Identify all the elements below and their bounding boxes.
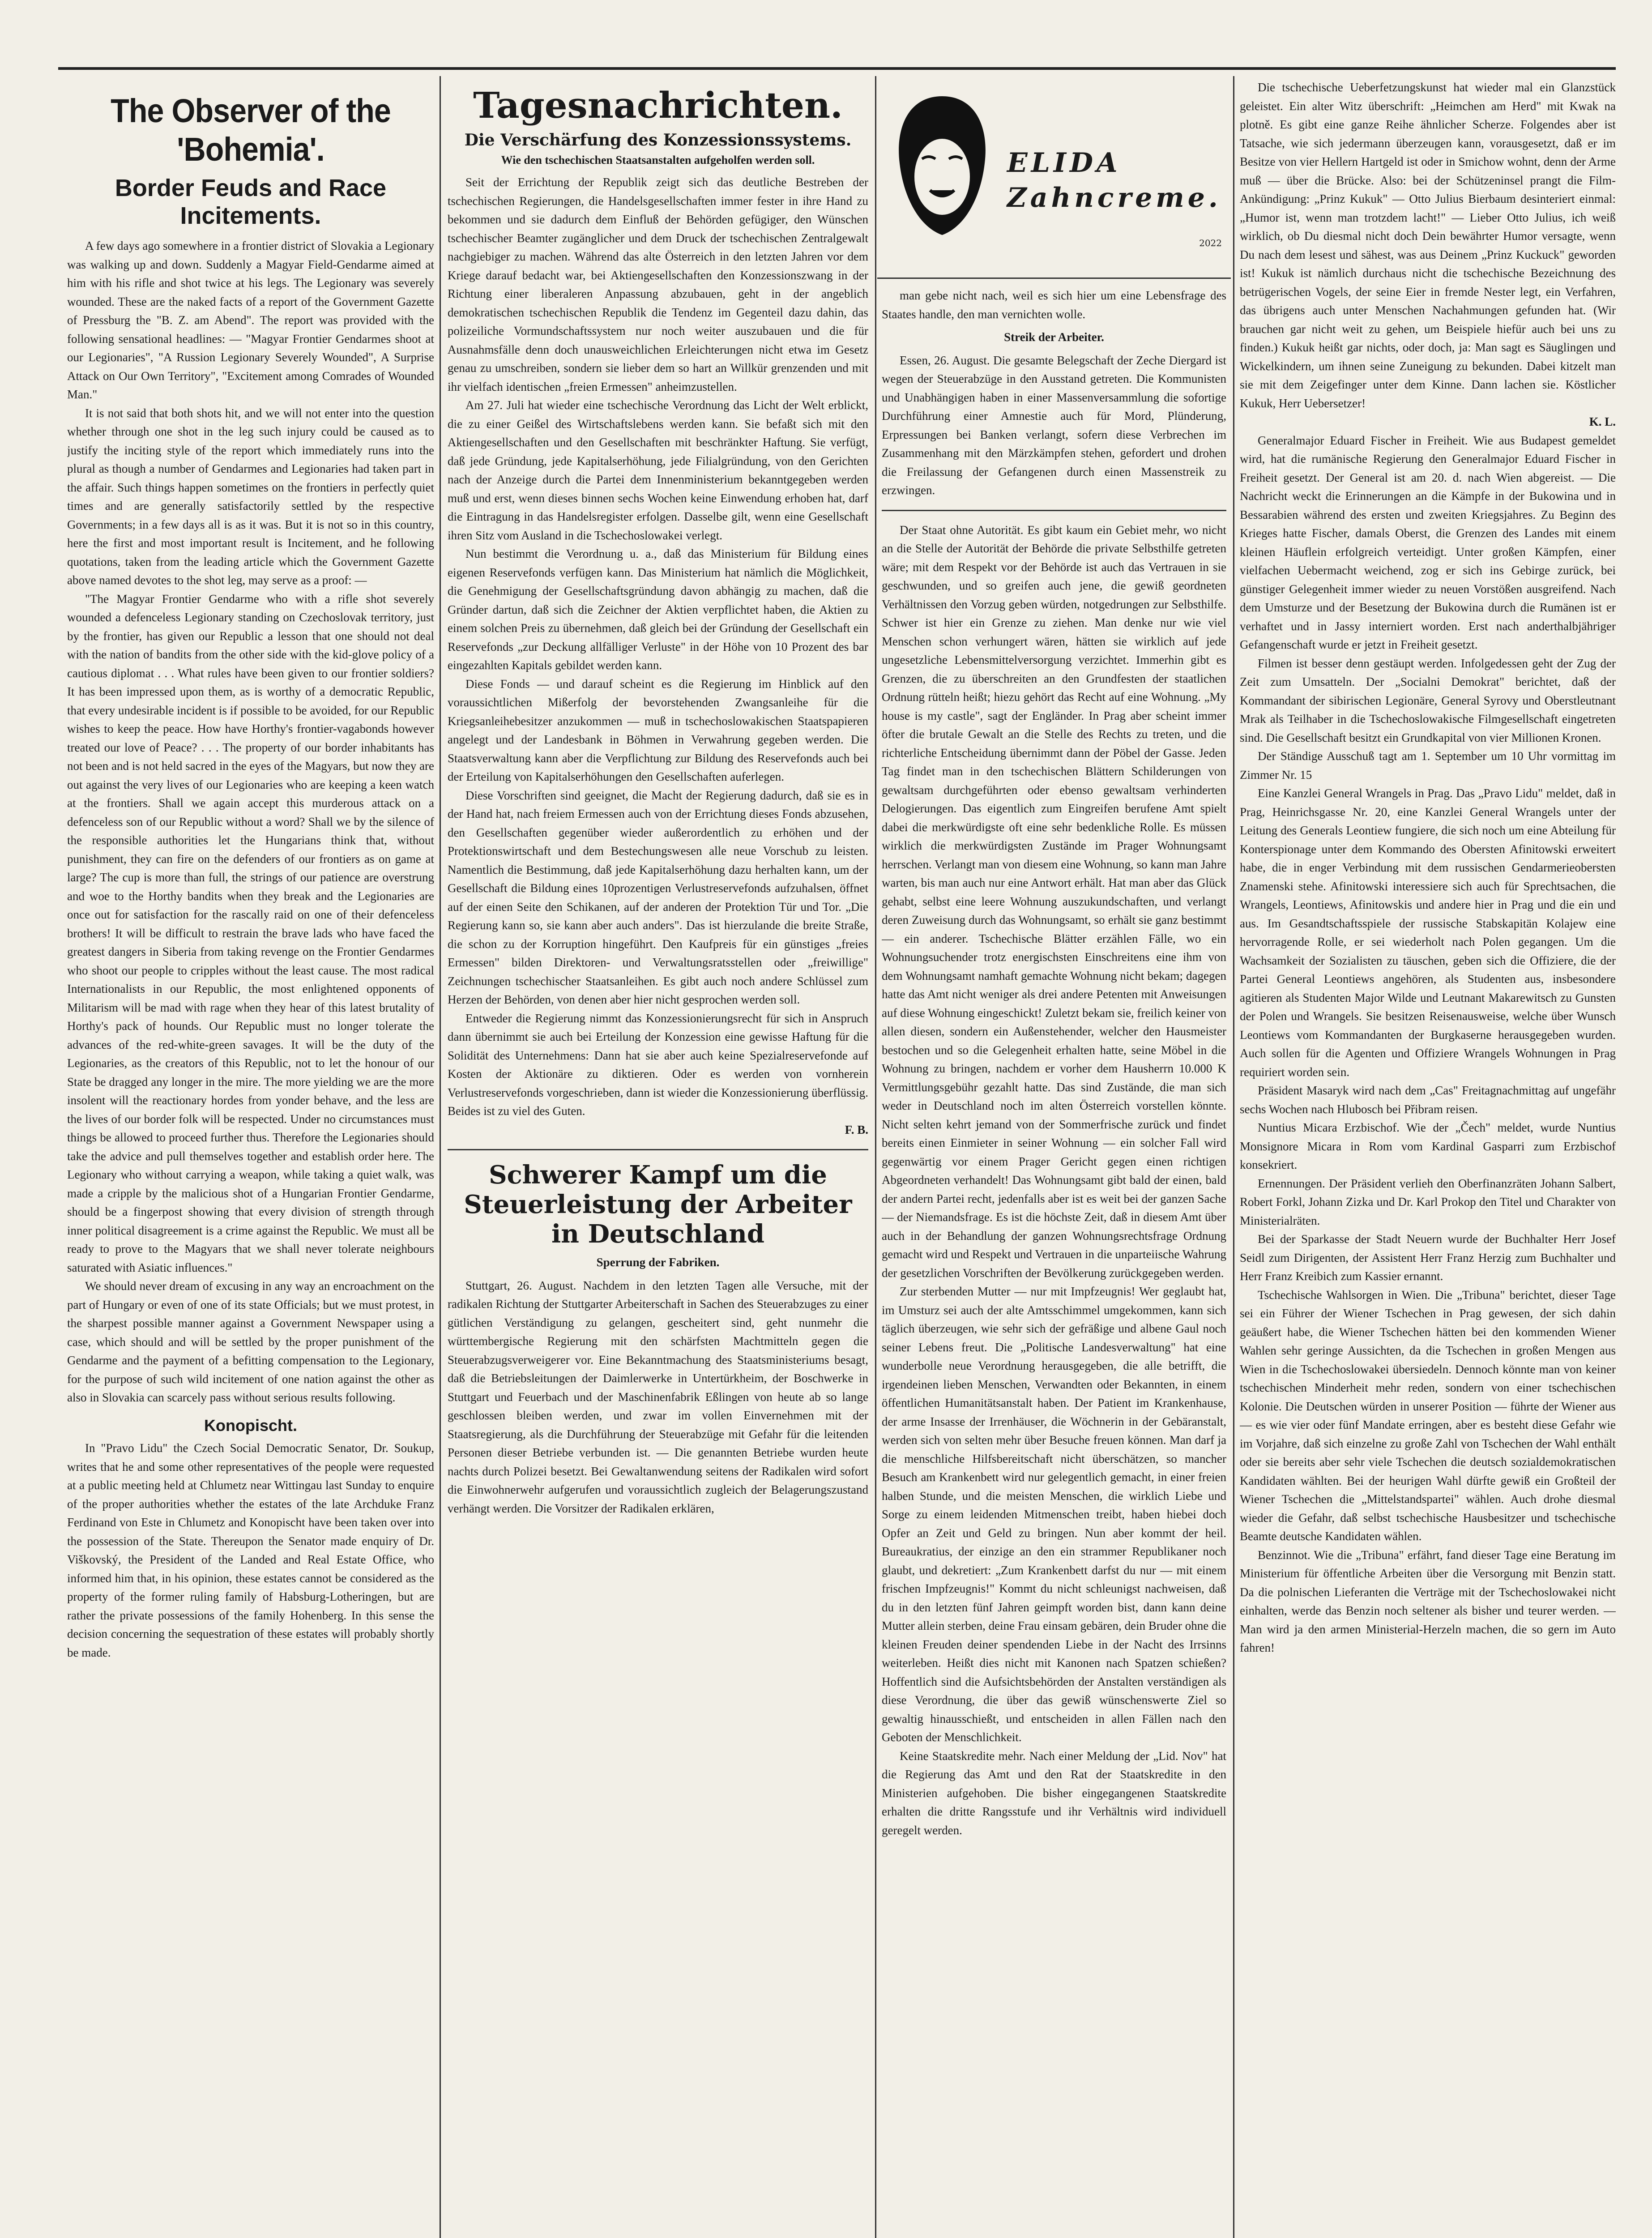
article-paragraph: In "Pravo Lidu" the Czech Social Democratic Senator, Dr. Soukup, writes that he and some other representatives of the people were requested at a public meeting held at Chlumetz near Wittingau last Sunday to enquire of the proper authorities whether the estates of the late Archduke Franz Ferdinand von Este in Chlumetz and Konopischt have been taken over into the possession of the State. Thereupon the Senator made enquiry of Dr. Viškovský, the President of the Landed and Real Estate Office, who informed him that, in his opinion, these estates cannot be considered as the property of the former ruling family of Habsburg-Lotheringen, but are rather the private possessions of the family Hohenberg. In this sense the decision concerning the sequestration of these estates will probably shortly be made.	[67, 1441, 434, 1659]
signature: F. B.	[845, 1123, 868, 1136]
article-subhead: Streik der Arbeiter.	[1004, 330, 1104, 344]
article-paragraph: Seit der Errichtung der Republik zeigt sich das deutliche Bestreben der tschechischen Regierungen, die Handelsgesellschaften immer fester in ihre Hand zu bekommen und sie dadurch dem Einfluß der Behörden gefügiger, den Wünschen tschechischer Beamter zugänglicher und dem Druck der tschechischen Zentralgewalt nachgiebiger zu machen. Während das alte Österreich in den letzten Jahren vor dem Kriege darauf bedacht war, bei Aktiengesellschaften den Konzessionszwang in der Richtung einer liberaleren Anpassung abzubauen, geht in der angeblich demokratischen tschechischen Republik die Tendenz im Gegenteil dazu dahin, das polizeiliche Vormundschaftssystem nur noch weiter auszubauen und die für Ausnahmsfälle denn doch unausweichlichen Erleichterungen nicht etwa im Gesetz genau zu umschreiben, sondern sie lieber dem so hart an Willkür grenzenden und mit ihr vielfach identischen „freien Ermessen" anheimzustellen.	[448, 175, 868, 393]
konopischt-heading: Konopischt.	[204, 1416, 297, 1435]
article-paragraph: Filmen ist besser denn gestäupt werden. Infolgedessen geht der Zug der Zeit zum Umsatteln. Der „Socialni Demokrat" berichtet, daß der Kommandant der sibirischen Legionäre, General Syrovy und Oberstleutnant Mrak als Teilhaber in die Tschechoslowakische Filmgesellschaft eingetreten sind. Die Gesellschaft besitzt ein Grundkapital von vier Millionen Kronen.	[1240, 656, 1616, 744]
article-paragraph: Zur sterbenden Mutter — nur mit Impfzeugnis! Wer geglaubt hat, im Umsturz sei auch der alte Amtsschimmel umgekommen, kann sich täglich überzeugen, wie sehr sich der gefräßige und albene Gaul noch seiner Lebens freut. Die „Politische Landesverwaltung" hat eine wunderbolle neue Verordnung herausgegeben, die alle betrifft, die irgendeinen lieben Menschen, Verwandten oder Bekannten, in einem öffentlichen Humanitätsanstalt haben. Der Patient im Krankenhause, der arme Insasse der Irrenhäuser, die Wöchnerin in der Gebäranstalt, werden sich von selten mehr über Besuche freuen können. Man darf ja die menschliche Hilfsbereitschaft nicht überschätzen, so mancher Besuch am Krankenbett wird nur gelegentlich gemacht, in einer freien halben Stunde, und die meisten Menschen, die wirklich Liebe und Sorge zu einem leidenden Mitmenschen treibt, haben hiebei doch Opfer an Zeit und Geld zu bringen. Nun aber kommt der heil. Bureaukratius, der einzige an den ein strammer Republikaner noch glaubt, und dekretiert: „Zum Krankenbett darfst du nur — mit einem frischen Impfzeugnis!" Kommt du nicht schleunigst nachweisen, daß du in den letzten fünf Jahren geimpft worden bist, dann kann deine Mutter allein sterben, deine Frau einsam gebären, dein Bruder ohne die kleinen Freuden deiner spendenden Liebe in der Nacht des Irrsinns weiterleben. Heißt dies nicht mit Kanonen nach Spatzen schießen? Hoffentlich sind die Aufsichtsbehörden der Anstalten verständigen als diese Verordnung, die über das gewiß wünschenswerte Ziel so gewaltig hinausschießt, und entscheiden in allen Fällen nach den Geboten der Menschlichkeit.	[882, 1285, 1226, 1744]
article-headline: Border Feuds and Race Incitements.	[115, 175, 387, 229]
article-paragraph: Diese Fonds — und darauf scheint es die Regierung im Hinblick auf den voraussichtlichen Mißerfolg der bevorstehenden Zwangsanleihe für die Kriegsanleihebesitzer anzukommen — muß in tschechoslowakischen Staatspapieren angelegt und der Landesbank in Böhmen in Verwahrung gegeben werden. Die Staatsverwaltung kann aber die Verpflichtung zur Bildung des Reservefonds auch bei der Erteilung von Kapitalserhöhungen den Gesellschaften auferlegen.	[448, 677, 868, 783]
ad-rule	[877, 278, 1231, 279]
top-rule	[58, 67, 1616, 70]
column-rule	[440, 76, 441, 2238]
column-rule	[1233, 76, 1234, 2238]
elida-advertisement	[886, 83, 1226, 271]
article-paragraph: Nuntius Micara Erzbischof. Wie der „Čech" meldet, wurde Nuntius Monsignore Micara in Rom vom Kardinal Gasparri zum Erzbischof konsekriert.	[1240, 1121, 1616, 1171]
article-paragraph: Tschechische Wahlsorgen in Wien. Die „Tribuna" berichtet, dieser Tage sei ein Führer der Wiener Tschechen in Prag gewesen, der sich dahin geäußert habe, die Wiener Tschechen hätten bei den kommenden Wiener Wahlen sehr geringe Aussichten, da die Tschechen in großen Mengen aus Wien in die Tschechoslowakei übersiedeln. Dennoch könnte man von keiner tschechischen Minderheit mehr reden, sondern von einer tschechischen Kolonie. Die Deutschen würden in unserer Position — führte der Wiener aus — es wie vier oder fünf Mandate erringen, aber es besteht diese Gefahr wie im Vorjahre, daß sich einzelne zu große Zahl von Tschechen der Wahl enthält oder sie bereits aber sehr viele Tschechen die deutsch sozialdemokratischen Kandidaten wählten. Bei der heurigen Wahl dürfte gewiß ein Großteil der Wiener Tschechen die „Mittelstandspartei" wählen. Auch drohe diesmal wieder die Gefahr, daß selbst tschechische Hausbesitzer und tschechische Beamte deutsche Kandidaten wählen.	[1240, 1288, 1616, 1543]
article-subhead: Wie den tschechischen Staatsanstalten aufgeholfen werden soll.	[501, 154, 815, 167]
woman-silhouette-logo	[891, 92, 994, 239]
article-headline: Die Verschärfung des Konzessionssystems.	[464, 131, 852, 149]
article-paragraph: It is not said that both shots hit, and we will not enter into the question whether through one shot in the leg such injury could be caused as to justify the inciting style of the report which immediately runs into the plural as though a number of Gendarmes and Legionaries had taken part in the affair. Such things happen sometimes on the frontiers in perfectly quiet times and are generally satisfactorily settled by the respective Governments; in a few days all is as it was. But it is not so in this country, here the first and most important result is Incitement, and he following quotations, taken from the leading article which the Government Gazette above named devotes to the shot leg, may serve as a proof: —	[67, 406, 434, 587]
section-masthead: Tagesnachrichten.	[473, 84, 843, 126]
column-rule	[875, 76, 876, 2238]
article-paragraph: Stuttgart, 26. August. Nachdem in den letzten Tagen alle Versuche, mit der radikalen Richtung der Stuttgarter Arbeiterschaft in Sachen des Steuerabzuges zu einer gütlichen Verständigung zu gelangen, gescheitert sind, geht nunmehr die württembergische Regierung mit den schärfsten Machtmitteln gegen die Steuerabzugsverweigerer vor. Eine Bekanntmachung des Staatsministeriums besagt, daß die Betriebsleitungen der Daimlerwerke in Untertürkheim, der Boschwerke in Stuttgart und Feuerbach und der Maschinenfabrik Eßlingen von heute ab so lange geschlossen bleiben werden, und zwar im vollen Einvernehmen mit der Staatsregierung, als die Durchführung der Steuerabzüge mit Gefahr für die leitenden Personen dieser Betriebe verbunden ist. — Die genannten Betriebe wurden heute nachts durch Polizei besetzt. Bei Gewaltanwendung seitens der Radikalen wird sofort die Einwohnerwehr aufgerufen und voraussichtlich zugleich der Belagerungszustand verhängt werden. Die Vorsitzer der Radikalen erklären,	[448, 1278, 868, 1515]
article-paragraph: "The Magyar Frontier Gendarme who with a rifle shot severely wounded a defenceless Legionary standing on Czechoslovak territory, just by the frontier, has given our Republic a lesson that one should not deal with the nation of bandits from the other side with the kid-glove policy of a cautious diplomat . . . What rules have been given to our frontier soldiers? It has been impressed upon them, as is worthy of a democratic Republic, that every undesirable incident is if possible to be avoided, for our Republic wishes to keep the peace. How have Horthy's frontier-vagabonds however treated our love of Peace? . . . The property of our border inhabitants has not been and is not held sacred in the eyes of the Magyars, but now they are out against the very lives of our Legionaries who are keeping a keen watch at the frontiers. Shall we again accept this murderous attack on a defenceless son of our Republic without a word? Shall we by the silence of the responsible authorities let the Hungarians think that, without punishment, they can fire on the defenders of our frontiers as on game at large? The cup is more than full, the strings of our patience are overstrung and woe to the Horthy bandits when they break and the Legionaries are once out for satisfaction for the rascally raid on one of their defenceless brothers! It will be difficult to restrain the brave lads who have faced the greatest dangers in Siberia from taking revenge on the Frontier Gendarmes who shoot our people to cripples without the least cause. The most radical Internationalists in our Republic, the most enlightened opponents of Militarism will be mad with rage when they hear of this latest brutality of Horthy's pack of hounds. Our Republic must no longer tolerate the advances of the red-white-green savages. It will be the duty of the Legionaries, as the creators of this Republic, not to let the honour of our State be dragged any longer in the mire. The more yielding we are the more insolent will the reactionary hordes from yonder behave, and the less are the lives of our border folk will be respected. Under no circumstances must things be allowed to proceed further thus. Therefore the Legionaries should take the advice and pull themselves together and establish order here. The Legionary who without carrying a weapon, while taking a quiet walk, was made a cripple by the malicious shot of a Hungarian Frontier Gendarme, should be a fingerpost showing that every division of strength through inner political disagreement is a crime against the Republic. We must all be ready to prove to the Magyars that we shall never tolerate neighbours saturated with Asiatic influences."	[67, 592, 434, 1274]
article-paragraph: Ernennungen. Der Präsident verlieh den Oberfinanzräten Johann Salbert, Robert Forkl, Johann Zizka und Dr. Karl Prokop den Titel und Charakter von Ministerialräten.	[1240, 1176, 1616, 1227]
article-paragraph: We should never dream of excusing in any way an encroachment on the part of Hungary or even of one of its state Officials; but we must protest, in the sharpest possible manner against a Government Newspaper using a case, which should and will be settled by the proper punishment of the Gendarme and the payment of a befitting compensation to the Legionary, for the purpose of such wild incitement of one nation against the other as also in Slovakia can scarcely pass without serious results following.	[67, 1279, 434, 1404]
article-paragraph: Der Ständige Ausschuß tagt am 1. September um 10 Uhr vormittag im Zimmer Nr. 15	[1240, 749, 1616, 782]
article-paragraph: A few days ago somewhere in a frontier district of Slovakia a Legionary was walking up and down. Suddenly a Magyar Field-Gendarme aimed at him with his rifle and shot twice at his legs. The Legionary was severely wounded. These are the naked facts of a report of the Government Gazette of Pressburg the "B. Z. am Abend". The report was provided with the following sensational headlines: — "Magyar Frontier Gendarmes shoot at our Legionaries", "A Russion Legionary Severely Wounded", A Surprise Attack on Our Own Territory", "Excitement among Comrades of Wounded Man."	[67, 239, 434, 401]
ad-brand-name: ELIDA	[1007, 147, 1121, 179]
initials: K. L.	[1589, 415, 1616, 428]
article-paragraph: Nun bestimmt die Verordnung u. a., daß das Ministerium für Bildung eines eigenen Reservefonds verfügen kann. Das Ministerium hat nämlich die Möglichkeit, die Genehmigung der Gesellschaftsgründung davon abhängig zu machen, daß die Gründer dartun, daß sich die Zeichner der Aktien verpflichtet haben, die Aktien zu einem solchen Preis zu übernehmen, daß gleich bei der Gründung der Gesellschaft ein Reservefonds „zur Deckung allfälliger Verluste" in der Höhe von 10 Prozent des bar eingezahlten Kapitals gebildet werden kann.	[448, 547, 868, 672]
article-paragraph: Entweder die Regierung nimmt das Konzessionierungsrecht für sich in Anspruch dann übernimmt sie auch bei Erteilung der Konzession eine gewisse Haftung für die Solidität des Unternehmens: Dann hat sie aber auch keine Spezialreservefonde auf Kosten der Aktionäre zu diktieren. Oder es werden von vornherein Verlustreservefonds vorgeschrieben, dann ist wieder die Konzessionierung überflüssig. Beides ist zu viel des Guten.	[448, 1011, 868, 1118]
column-four	[1240, 78, 1616, 2238]
ad-code: 2022	[1199, 238, 1222, 248]
article-paragraph: Diese Vorschriften sind geeignet, die Macht der Regierung dadurch, daß sie es in der Hand hat, nach freiem Ermessen auch von der Errichtung dieses Fonds abzusehen, den Gesellschaften gegenüber wieder außerordentlich zu erhöhen und der Protektionswirtschaft und dem Bestechungswesen alle neue Vorschub zu leisten. Namentlich die Bestimmung, daß jede Kapitalserhöhung dazu herhalten kann, um der Gesellschaft die Bildung eines 10prozentigen Verlustreservefonds aufzuhalsen, öffnet auf der einen Seite den Schikanen, auf der anderen der Protektion Tür und Tor. „Die Regierung kann so, sie kann aber auch anders". Das ist hierzulande die breite Straße, die schon zu der Korruption hingeführt. Den Kaufpreis für ein günstiges „freies Ermessen" bilden Direktoren- und Verwaltungsratsstellen oder „freiwillige" Zeichnungen tschechischer Staatsanleihen. Es gibt auch noch andere Schlüssel zum Herzen der Behörden, von denen aber hier nicht gesprochen werden soll.	[448, 788, 868, 1006]
english-masthead: The Observer of the 'Bohemia'.	[111, 92, 391, 168]
article-paragraph: Keine Staatskredite mehr. Nach einer Meldung der „Lid. Nov" hat die Regierung das Amt und den Rat der Staatskredite in den Ministerien aufgehoben. Die bisher eingegangenen Staatskredite erhalten die dritte Rangsstufe und ihr Verhältnis wird individuell geregelt werden.	[882, 1749, 1226, 1837]
article-subhead: Sperrung der Fabriken.	[596, 1256, 720, 1269]
ad-product: Zahncreme.	[1007, 182, 1221, 214]
article-paragraph: man gebe nicht nach, weil es sich hier um eine Lebensfrage des Staates handle, den man vernichten wolle.	[882, 289, 1226, 321]
article-paragraph: Essen, 26. August. Die gesamte Belegschaft der Zeche Diergard ist wegen der Steuerabzüge in den Ausstand getreten. Die Kommunisten und Unabhängigen haben in einer Massenversammlung die sofortige Durchführung einer Amnestie auch für Mord, Plünderung, Erpressungen bei Banken verlangt, sofern diese Verbrechen im Zusammenhang mit den Märzkämpfen stehen, gefordert und drohen die Freilassung der Gefangenen durch einen Massenstreik zu erzwingen.	[882, 353, 1226, 497]
article-paragraph: Bei der Sparkasse der Stadt Neuern wurde der Buchhalter Herr Josef Seidl zum Dirigenten, der Assistent Herr Franz Herzig zum Buchhalter und Herr Franz Kreibich zum Kassier ernannt.	[1240, 1232, 1616, 1283]
column-tagesnachrichten	[448, 78, 868, 2238]
article-paragraph: Generalmajor Eduard Fischer in Freiheit. Wie aus Budapest gemeldet wird, hat die rumänische Regierung den Generalmajor Eduard Fischer in Freiheit gesetzt. Der General ist am 20. d. nach Wien abgereist. — Die Nachricht weckt die Erinnerungen an die Kämpfe in der Bukowina und in Bessarabien während des ersten und zweiten Kriegsjahres. Zu Beginn des Krieges hatte Fischer, damals Oberst, die Grenzen des Landes mit einem kleinen Häuflein erfolgreich verteidigt. Unter großen Kämpfen, einer vielfachen Uebermacht weichend, zog er sich ins Gebirge zurück, bei günstiger Gelegenheit immer wieder zu neuen Vorstößen ausgreifend. Nach dem Umsturze und der Besetzung der Bukowina durch die Rumänen ist er verhaftet und in Jassy interniert worden. Erst nach anderthalbjähriger Gefangenschaft wurde er jetzt in Freiheit gesetzt.	[1240, 433, 1616, 651]
column-three	[882, 286, 1226, 2238]
article-paragraph: Eine Kanzlei General Wrangels in Prag. Das „Pravo Lidu" meldet, daß in Prag, Heinrichsgasse Nr. 20, eine Kanzlei General Wrangels unter der Leitung des Generals Leontiew fungiere, die sich noch um eine Abteilung für Konterspionage unter dem Kommando des Obersten Afinitowski erweitert habe, die in enger Verbindung mit dem russischen Gendarmerieobersten Znamenski stehe. Afinitowski interessiere sich auch für Sprechtsachen, die Wrangels, Leontiews, Afinitowskis und andere hier in Prag und die ein und aus. Im Gesandtschaftsspiele der russische Stabskapitän Kolajew eine hervorragende Rolle, er sei wiederholt nach Polen gegangen. Um die Wachsamkeit der Sozialisten zu täuschen, geben sich die Offiziere, die der Partei General Leontiews angehören, als Studenten aus, insbesondere agitieren als Studenten Major Wilde und Leutnant Makarewitsch zu Gunsten der Polen und Wrangels. Sie besitzen Reisenausweise, welche über Wunsch Leontiews vom Kommandanten der Burgkaserne herausgegeben wurden. Auch sollen für die Agenten und Offiziere Wrangels Wohnungen in Prag requiriert worden sein.	[1240, 786, 1616, 1079]
article-paragraph: Präsident Masaryk wird nach dem „Cas" Freitagnachmittag auf ungefähr sechs Wochen nach Hlubosch bei Přibram reisen.	[1240, 1084, 1616, 1116]
article-paragraph: Der Staat ohne Autorität. Es gibt kaum ein Gebiet mehr, wo nicht an die Stelle der Autorität der Behörde die private Selbsthilfe getreten wäre; mit dem Respekt vor der Behörde ist auch das Vertrauen in sie geschwunden, und so greifen auch jene, die gewiß geordneten Verhältnissen den Vorzug geben würden, notgedrungen zur Selbsthilfe. Schwer ist hier ein Grenze zu ziehen. Man denke nur wie viel Menschen schon verhungert wären, hätten sie wirklich auf jede ungesetzliche Lebensmittelversorgung verzichtet. Immerhin gibt es Grenzen, die zu überschreiten an den Grundfesten der staatlichen Ordnung rütteln heißt; hiezu gehört das Recht auf eine Wohnung. „My house is my castle", sagt der Engländer. In Prag aber scheint immer öfter die brutale Gewalt an die Stelle des Rechts zu treten, und die richterliche Entscheidung übernimmt dann der Pöbel der Gasse. Jeden Tag findet man in den tschechischen Blättern Schilderungen von gewaltsam durchgeführten oder ebenso gewaltsam verhinderten Delogierungen. Das eigentlich zum Eingreifen berufene Amt spielt dabei die merkwürdigste oft eine sehr bedenkliche Rolle. Es müssen wirklich die merkwürdigsten Zustände im Prager Wohnungsamt herrschen. Verlangt man von diesem eine Wohnung, so kann man Jahre warten, bis man auch nur eine Antwort erhält. Hat man aber das Glück gehabt, selbst eine leere Wohnung auszukundschaften, und verlangt deren Zuweisung durch das Wohnungsamt, so erhält sie ganz bestimmt — ein anderer. Tschechische Blätter erzählen Fälle, wo ein Wohnungsuchender trotz energischsten Einschreitens eine ihm von dem Wohnungsamt namhaft gemachte Wohnung nicht bekam; dagegen hatte das Amt nicht weniger als drei andere Petenten mit Anweisungen auf diese Wohnung eingeschickt! Zuletzt bekam sie, freilich keiner von allen diesen, sondern ein Außenstehender, welcher den Hausmeister bestochen und so die Gelegenheit erhalten hatte, seine Möbel in die Wohnung zu bringen, nachdem er vorher dem Hausherrn 10.000 K Vermittlungsgebühr gezahlt hatte. Das sind Zustände, die man sich weder in Deutschland noch im alten Österreich vorstellen könnte. Nicht selten kehrt jemand von der Sommerfrische zurück und findet bereits einen Einmieter in seiner Wohnung — ein solcher Fall wird gegenwärtig vor einem Prager Gericht gegen einen richtigen Abgeordneten verhandelt! Das Wohnungsamt gibt bald der einen, bald der andern Partei recht, jedenfalls aber ist es weit bei der ganzen Sache — der Niemandsfrage. Es ist die höchste Zeit, daß in diesem Amt über auch in der Behandlung der ganzen Wohnungsrechtsfrage Ordnung gemacht wird und Respekt und Vertrauen in die unparteiische Wahrung der gesetzlichen Vorschriften der Bevölkerung zurückgegeben werden.	[882, 523, 1226, 1280]
article-paragraph: Am 27. Juli hat wieder eine tschechische Verordnung das Licht der Welt erblickt, die zu einer Geißel des Wirtschaftslebens werden kann. Sie befaßt sich mit den Aktiengesellschaften und den Gesellschaften mit beschränkter Haftung. Sie verfügt, daß jede Gründung, jede Kapitalserhöhung, jede Filialgründung, von den Gerichten nach der Anzeige durch die Partei dem Innenministerium bekanntgegeben werden muß und erst, wenn dieses binnen sechs Wochen keine Einwendung erhoben hat, darf die Eintragung in das Handelsregister erfolgen. Dasselbe gilt, wenn eine Gesellschaft ihren Sitz vom Ausland in die Tschechoslowakei verlegt.	[448, 398, 868, 542]
article-headline: Schwerer Kampf um die Steuerleistung der Arbeiter in Deutschland	[464, 1160, 852, 1249]
divider	[448, 1149, 868, 1150]
article-paragraph: Die tschechische Ueberfetzungskunst hat wieder mal ein Glanzstück geleistet. Ein alter Witz überschrift: „Heimchen am Herd" mit Kwak na plotně. Es gibt eine ganze Reihe ähnlicher Scherze. Folgendes aber ist Tatsache, wie sich jedermann überzeugen kann, vorausgesetzt, daß er im Besitze von vier Hellern Hartgeld ist oder in Smichow wohnt, denn der Arme muß — über die Brücke. Also: bei der Schützeninsel prangt die Film-Ankündigung: „Prinz Kukuk" — Otto Julius Bierbaum desinteriert einmal: „Humor ist, wenn man trotzdem lacht!" — Lieber Otto Julius, ich weiß wirklich, ob Du diesmal nicht doch Dein bewährter Humor versagte, wenn Du nach dem lesest und sähest, was aus Deinem „Prinz Kuckuck" geworden ist! Kukuk ist nämlich durchaus nicht die tschechische Bezeichnung des betrügerischen Vogels, der seine Eier in fremde Nester legt, ein Verfahren, das übrigens auch unter Menschen Nachahmungen gefunden hat. (Wir brauchen gar nicht weit zu gehen, um Beispiele hiefür auch bei uns zu finden.) Kukuk heißt gar nichts, oder doch, ja: Man sagt es Säuglingen und Wickelkindern, um ihnen seine Zuneigung zu bekunden. Dabei kitzelt man sie mit dem Zeigefinger unter dem Kinne. Dann lachen sie. Köstlicher Kukuk, Herr Uebersetzer!	[1240, 81, 1616, 410]
divider	[882, 510, 1226, 511]
article-paragraph: Benzinnot. Wie die „Tribuna" erfährt, fand dieser Tage eine Beratung im Ministerium für öffentliche Arbeiten über die Versorgung mit Benzin statt. Da die polnischen Lieferanten die Verträge mit der Tschechoslowakei nicht einhalten, werde das Benzin noch seltener als bisher und teurer werden. — Man wird ja den armen Ministerial-Herzeln machen, die so gern im Auto fahren!	[1240, 1548, 1616, 1654]
column-english	[67, 78, 434, 2238]
ad-brand	[1007, 145, 1221, 215]
